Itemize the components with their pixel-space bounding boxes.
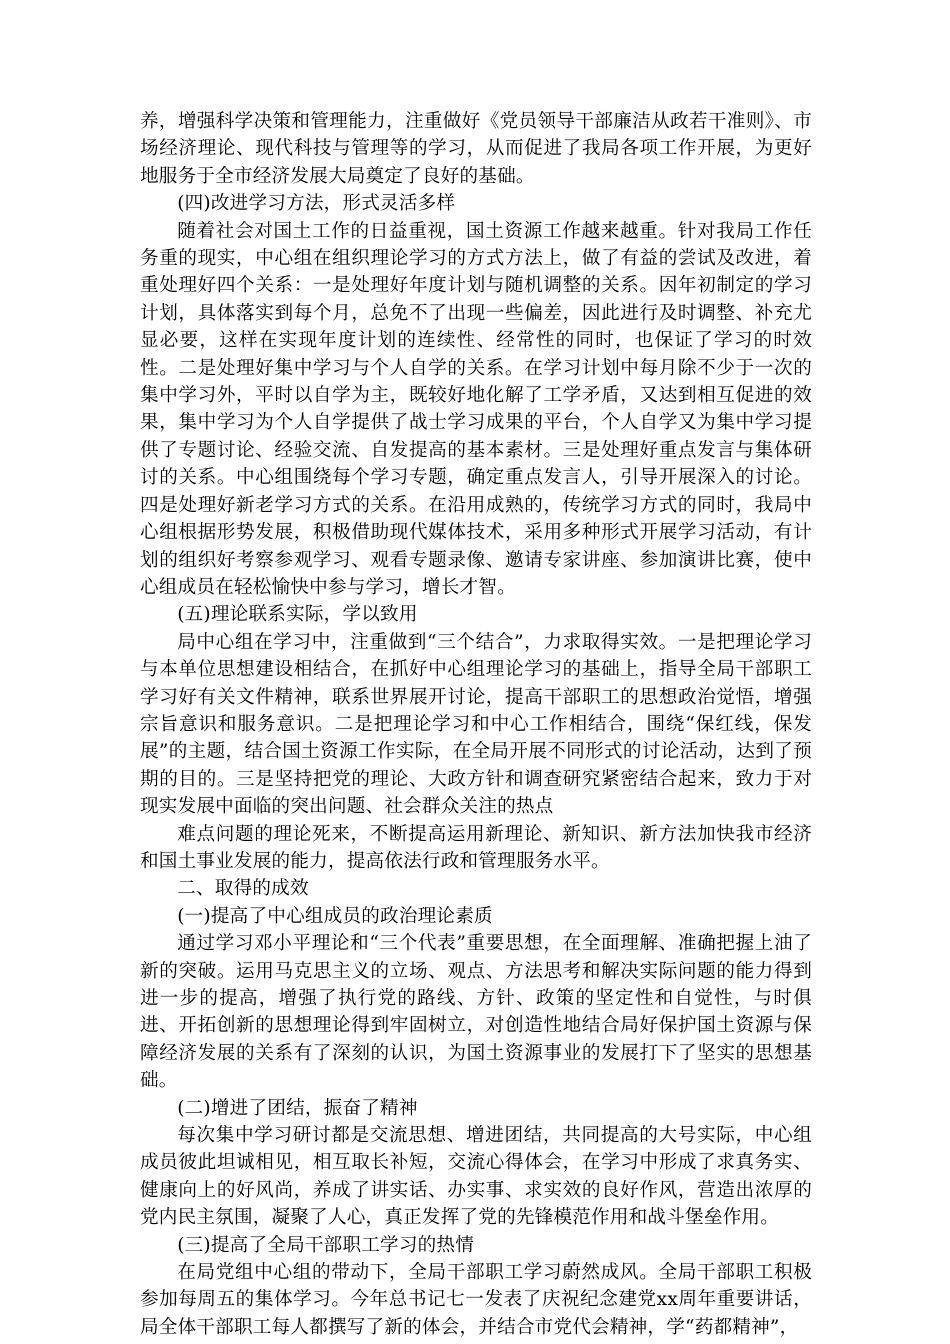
heading-political-quality: (一)提高了中心组成员的政治理论素质: [177, 905, 493, 927]
heading-unity: (二)增进了团结，振奋了精神: [177, 1097, 418, 1119]
paragraph-four-relations: 随着社会对国土工作的日益重视，国土资源工作越来越重。针对我局工作任务重的现实，中心组在组织理论学习的方式方法上，做了有益的尝试及改进，着重处理好四个关系：一是处理好年度计划与随机调整的关系。因年初制定的学习计划，具体落实到每个月，总免不了出现一些偏差，因此进行及时调整、补充尤显必要，这样在实现年度计划的连续性、经常性的同时，也保证了学习的时效性。二是处理好集中学习与个人自学的关系。在学习计划中每月除不少于一次的集中学习外，平时以自学为主，既较好地化解了工学矛盾，又达到相互促进的效果，集中学习为个人自学提供了战士学习成果的平台，个人自学又为集中学习提供了专题讨论、经验交流、自发提高的基本素材。三是处理好重点发言与集体研讨的关系。中心组围绕每个学习专题，确定重点发言人，引导开展深入的讨论。四是处理好新老学习方式的关系。在沿用成熟的，传统学习方式的同时，我局中心组根据形势发展，积极借助现代媒体技术，采用多种形式开展学习活动，有计划的组织好考察参观学习、观看专题录像、邀请专家讲座、参加演讲比赛，使中心组成员在轻松愉快中参与学习，增长才智。: [140, 220, 812, 598]
paragraph-enthusiasm: 在局党组中心组的带动下，全局干部职工学习蔚然成风。全局干部职工积极参加每周五的集体学习。今年总书记七一发表了庆祝纪念建党xx周年重要讲话，局全体干部职工每人都撰写了新的体会，并结合市党代会精神，学“药都精神”，: [140, 1262, 812, 1338]
heading-achievements: 二、取得的成效: [177, 878, 309, 900]
document-body: [140, 108, 812, 1341]
paragraph-political-quality: 通过学习邓小平理论和“三个代表”重要思想，在全面理解、准确把握上油了新的突破。运用马克思主义的立场、观点、方法思考和解决实际问题的能力得到进一步的提高，增强了执行党的路线、方针、政策的坚定性和自觉性，与时俱进、开拓创新的思想理论得到牢固树立，对创造性地结合局好保护国土资源与保障经济发展的关系有了深刻的认识，为国土资源事业的发展打下了坚实的思想基础。: [140, 933, 812, 1092]
heading-enthusiasm: (三)提高了全局干部职工学习的热情: [177, 1234, 475, 1256]
heading-improve-methods: (四)改进学习方法，形式灵活多样: [177, 193, 456, 215]
paragraph-intro: 养，增强科学决策和管理能力，注重做好《党员领导干部廉洁从政若干准则》、市场经济理论、现代科技与管理等的学习，从而促进了我局各项工作开展，为更好地服务于全市经济发展大局奠定了良好的基础。: [140, 111, 812, 187]
heading-theory-practice: (五)理论联系实际，学以致用: [177, 604, 418, 626]
paragraph-three-combinations: 局中心组在学习中，注重做到“三个结合”，力求取得实效。一是把理论学习与本单位思想建设相结合，在抓好中心组理论学习的基础上，指导全局干部职工学习好有关文件精神，联系世界展开讨论，提高干部职工的思想政治觉悟，增强宗旨意识和服务意识。二是把理论学习和中心工作相结合，围绕“保红线，保发展”的主题，结合国土资源工作实际，在全局开展不同形式的讨论活动，达到了预期的目的。三是坚持把党的理论、大政方针和调查研究紧密结合起来，致力于对现实发展中面临的突出问题、社会群众关注的热点: [140, 631, 812, 818]
paragraph-unity: 每次集中学习研讨都是交流思想、增进团结，共同提高的大号实际，中心组成员彼此坦诚相见，相互取长补短，交流心得体会，在学习中形成了求真务实、健康向上的好风尚，养成了讲实话、办实事、求实效的良好作风，营造出浓厚的党内民主氛围，凝聚了人心，真正发挥了党的先锋模范作用和战斗堡垒作用。: [140, 1125, 812, 1229]
paragraph-difficult-issues: 难点问题的理论死来，不断提高运用新理论、新知识、新方法加快我市经济和国土事业发展的能力，提高依法行政和管理服务水平。: [140, 823, 812, 872]
